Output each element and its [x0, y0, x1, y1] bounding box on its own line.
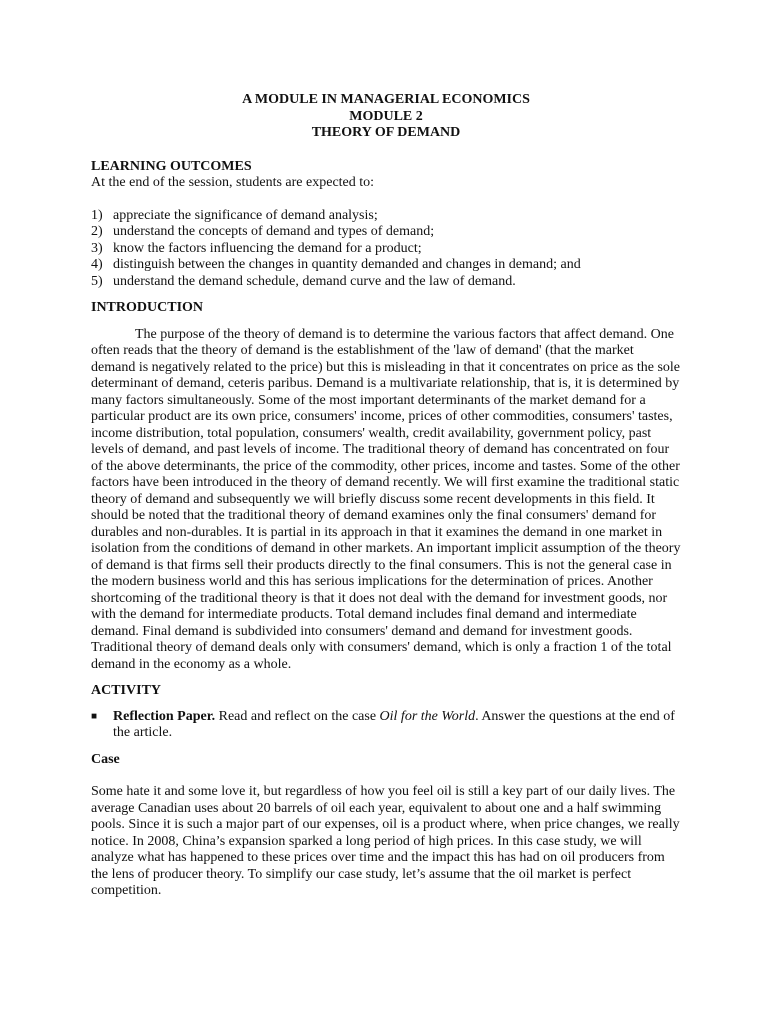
list-item [91, 241, 681, 258]
list-item [91, 208, 681, 225]
activity-text-before: Read and reflect on the case [215, 708, 380, 724]
list-item-text: understand the demand schedule, demand curve and the law of demand. [113, 273, 516, 289]
activity-item [91, 709, 681, 742]
learning-outcomes-heading: LEARNING OUTCOMES [91, 158, 252, 174]
document-content [91, 92, 681, 900]
activity-item-text [113, 709, 681, 742]
activity-heading: ACTIVITY [91, 683, 162, 698]
list-item [91, 224, 681, 241]
introduction-heading: INTRODUCTION [91, 300, 204, 315]
list-item-text: distinguish between the changes in quantity demanded and changes in demand; and [113, 257, 581, 272]
bullet-square-icon: ■ [91, 710, 98, 722]
list-item-text: appreciate the significance of demand analysis; [113, 207, 378, 223]
case-paragraph: Some hate it and some love it, but regardless of how you feel oil is still a key part of our daily lives. The average Canadian uses about 20 barrels of oil each year, equivalent to about one and a half swimming pools. Since it is such a major part of our expenses, oil is a product where, when price changes, we really notice. In 2008, China’s expansion sparked a long period of high prices. In this case study, we will analyze what has happened to these prices over time and the impact this has had on oil producers from the lens of producer theory. To simplify our case study, let’s assume that the oil market is perfect competition. [91, 784, 680, 898]
document-title [91, 92, 681, 142]
list-item-number: 3) [91, 240, 103, 256]
title-line-2: MODULE 2 [349, 108, 423, 124]
list-item-number: 2) [91, 224, 103, 239]
activity-item-lead: Reflection Paper. [113, 708, 216, 724]
title-line-1: A MODULE IN MANAGERIAL ECONOMICS [242, 92, 530, 107]
learning-outcomes-intro: At the end of the session, students are expected to: [91, 175, 375, 190]
activity-text-after: . Answer the questions at the end of the article. [113, 708, 675, 740]
learning-outcomes-list [91, 208, 681, 291]
list-item-number: 4) [91, 257, 103, 272]
list-item-number: 5) [91, 273, 103, 289]
introduction-paragraph: The purpose of the theory of demand is to determine the various factors that affect demand. One often reads that the theory of demand is the establishment of the 'law of demand' (that the market demand is negatively related to the price) but this is misleading in that it concentrates on price as the sole determinant of demand, ceteris paribus. Demand is a multivariate relationship, that is, it is determined by many factors simultaneously. Some of the most important determinants of the market demand for a particular product are its own price, consumers' income, prices of other commodities, consumers' tastes, income distribution, total population, consumers' wealth, credit availability, government policy, past levels of demand, and past levels of income. The traditional theory of demand has concentrated on four of the above determinants, the price of the commodity, other prices, income and tastes. Some of the other factors have been introduced in the theory of demand recently. We will first examine the traditional static theory of demand and subsequently we will briefly discuss some recent developments in this field. It should be noted that the traditional theory of demand examines only the final consumers' demand for durables and non-durables. It is partial in its approach in that it examines the demand in one market in isolation from the conditions of demand in other markets. An important implicit assumption of the theory of demand is that firms sell their products directly to the final consumers. This is not the general case in the modern business world and this has serious implications for the determination of prices. Another shortcoming of the traditional theory is that it does not deal with the demand for investment goods, nor with the demand for intermediate products. Total demand includes final demand and intermediate demand. Final demand is subdivided into consumers' demand and demand for investment goods. Traditional theory of demand deals only with consumers' demand, which is only a fraction 1 of the total demand in the economy as a whole. [91, 326, 681, 672]
list-item-text: know the factors influencing the demand for a product; [113, 240, 422, 256]
list-item-text: understand the concepts of demand and types of demand; [113, 224, 435, 239]
list-item [91, 274, 681, 291]
case-title: Oil for the World [379, 708, 476, 724]
case-heading: Case [91, 751, 120, 767]
list-item-number: 1) [91, 207, 103, 223]
title-line-3: THEORY OF DEMAND [311, 125, 461, 140]
list-item [91, 257, 681, 274]
